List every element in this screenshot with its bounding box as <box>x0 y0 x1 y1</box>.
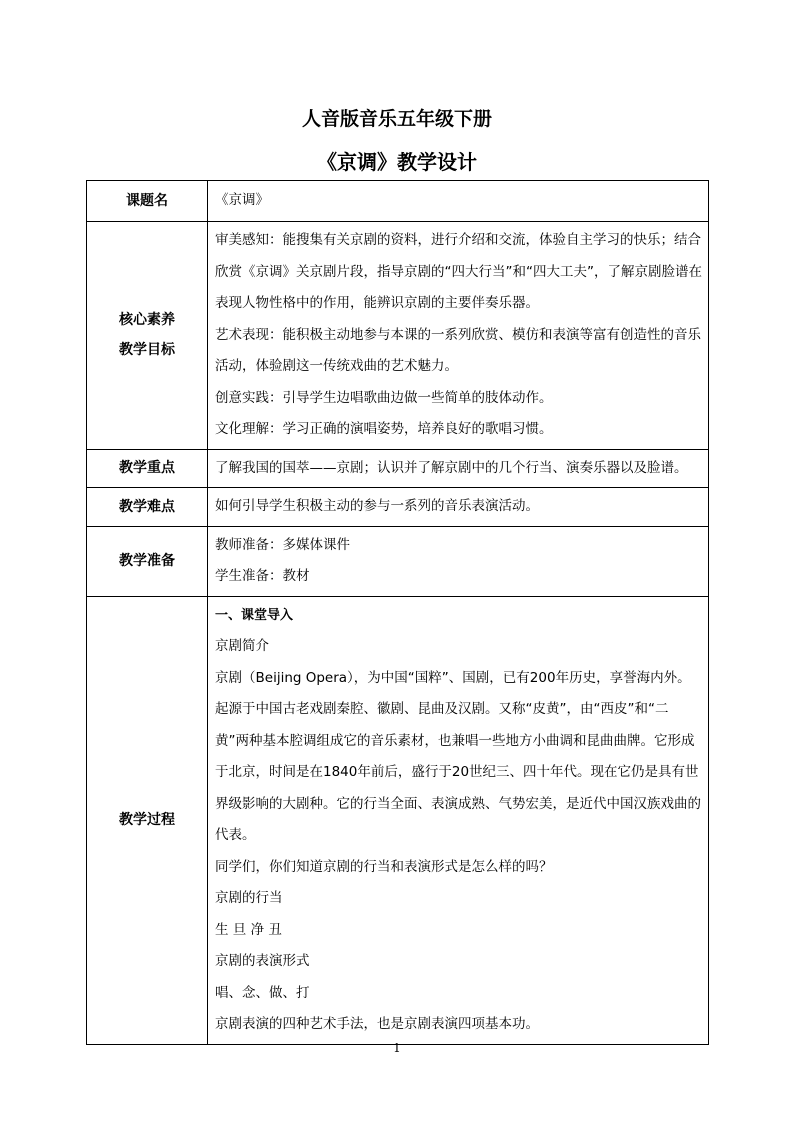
content-focus: 了解我国的国萃——京剧；认识并了解京剧中的几个行当、演奏乐器以及脸谱。 <box>208 449 709 488</box>
forms-title: 京剧的表演形式 <box>215 953 310 969</box>
content-preparation <box>208 526 709 596</box>
table-row-preparation <box>87 526 709 596</box>
content-difficulty: 如何引导学生积极主动的参与一系列的音乐表演活动。 <box>208 488 709 527</box>
forms-list: 唱、念、做、打 <box>215 984 310 1001</box>
table-row-difficulty <box>87 488 709 527</box>
content-goals <box>208 222 709 450</box>
label-process: 教学过程 <box>87 596 208 1044</box>
content-process <box>208 596 709 1044</box>
document-title: 人音版音乐五年级下册 <box>301 108 492 130</box>
label-topic: 课题名 <box>87 181 208 222</box>
label-goals-line1: 核心素养 <box>119 312 175 329</box>
roles-list: 生 旦 净 丑 <box>215 921 282 938</box>
content-topic: 《京调》 <box>208 181 709 222</box>
goal-creative: 创意实践：引导学生边唱歌曲边做一些简单的肢体动作。 <box>215 389 553 406</box>
table-row-topic <box>87 181 709 222</box>
table-row-goals <box>87 222 709 450</box>
label-goals <box>87 222 208 450</box>
forms-description: 京剧表演的四种艺术手法，也是京剧表演四项基本功。 <box>215 1016 539 1032</box>
document-subtitle: 《京调》教学设计 <box>317 150 477 174</box>
prep-teacher: 教师准备：多媒体课件 <box>215 536 350 553</box>
goal-expression: 艺术表现：能积极主动地参与本课的一系列欣赏、模仿和表演等富有创造性的音乐活动，体验剧这一传统戏曲的艺术魅力。 <box>215 326 701 374</box>
lesson-plan-table <box>86 180 709 1045</box>
section-heading-intro: 一、课堂导入 <box>215 607 294 623</box>
intro-text: 京剧（Beijing Opera），为中国“国粹”、国剧，已有200年历史，享誉海内外。起源于中国古老戏剧秦腔、徽剧、昆曲及汉剧。又称“皮黄”，由“西皮”和“二黄”两种基本腔调组成它的音乐素材，也兼唱一些地方小曲调和昆曲曲牌。它形成于北京，时间是在1840年前后，盛行于20世纪三、四十年代。现在它仍是具有世界级影响的大剧种。它的行当全面、表演成熟、气势宏美，是近代中国汉族戏曲的代表。 <box>215 669 701 843</box>
label-preparation: 教学准备 <box>87 526 208 596</box>
prep-student: 学生准备：教材 <box>215 568 310 584</box>
page-number: 1 <box>393 1041 401 1055</box>
roles-title: 京剧的行当 <box>215 890 283 906</box>
table-row-focus <box>87 449 709 488</box>
label-goals-line2: 教学目标 <box>119 342 175 359</box>
intro-title: 京剧简介 <box>215 638 269 654</box>
question-text: 同学们，你们知道京剧的行当和表演形式是怎么样的吗？ <box>215 858 553 875</box>
label-focus: 教学重点 <box>87 449 208 488</box>
goal-aesthetic: 审美感知：能搜集有关京剧的资料，进行介绍和交流，体验自主学习的快乐；结合欣赏《京调》关京剧片段，指导京剧的“四大行当”和“四大工夫”，了解京剧脸谱在表现人物性格中的作用，能辨识京剧的主要伴奏乐器。 <box>215 232 702 311</box>
goal-culture: 文化理解：学习正确的演唱姿势，培养良好的歌唱习惯。 <box>215 421 553 437</box>
table-row-process <box>87 596 709 1044</box>
label-difficulty: 教学难点 <box>87 488 208 527</box>
